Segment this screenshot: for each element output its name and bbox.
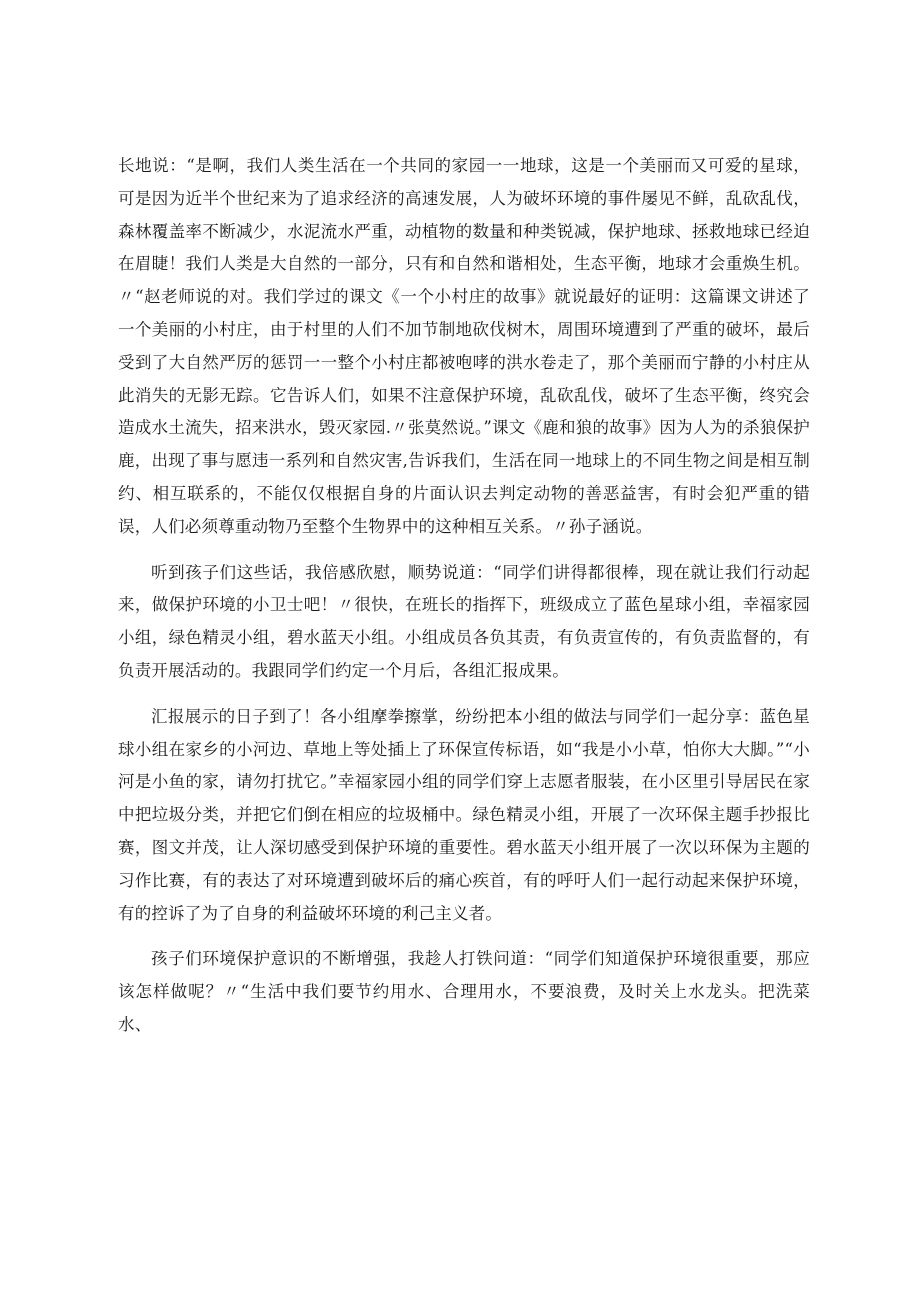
paragraph-teacher-response: 听到孩子们这些话，我倍感欣慰，顺势说道：“同学们讲得都很棒，现在就让我们行动起来，做保护环境的小卫士吧！〃很快，在班长的指挥下，班级成立了蓝色星球小组，幸福家园小组，绿色精灵小组，碧水蓝天小组。小组成员各负其责，有负责宣传的，有负责监督的，有负责开展活动的。我跟同学们约定一个月后，各组汇报成果。 [118,562,810,680]
paragraph-group-report: 汇报展示的日子到了！各小组摩拳擦掌，纷纷把本小组的做法与同学们一起分享：蓝色星球小组在家乡的小河边、草地上等处插上了环保宣传标语，如“我是小小草，怕你大大脚。”“小河是小鱼的家，请勿打扰它。”幸福家园小组的同学们穿上志愿者服装，在小区里引导居民在家中把垃圾分类，并把它们倒在相应的垃圾桶中。绿色精灵小组，开展了一次环保主题手抄报比赛，图文并茂，让人深切感受到保护环境的重要性。碧水蓝天小组开展了一次以环保为主题的习作比赛，有的表达了对环境遭到破坏后的痛心疾首，有的呼吁人们一起行动起来保护环境，有的控诉了为了自身的利益破坏环境的利己主义者。 [118,706,810,923]
document-page [118,150,810,1042]
paragraph-awareness: 孩子们环境保护意识的不断增强，我趁人打铁问道：“同学们知道保护环境很重要，那应该怎样做呢？〃“生活中我们要节约用水、合理用水，不要浪费，及时关上水龙头。把洗菜水、 [118,949,810,1034]
paragraph-continuation: 长地说：“是啊，我们人类生活在一个共同的家园一一地球，这是一个美丽而又可爱的星球，可是因为近半个世纪来为了追求经济的高速发展，人为破坏环境的事件屡见不鲜，乱砍乱伐，森林覆盖率不断减少，水泥流水严重，动植物的数量和种类锐减，保护地球、拯救地球已经迫在眉睫！我们人类是大自然的一部分，只有和自然和谐相处，生态平衡，地球才会重焕生机。〃“赵老师说的对。我们学过的课文《一个小村庄的故事》就说最好的证明：这篇课文讲述了一个美丽的小村庄，由于村里的人们不加节制地砍伐树木，周围环境遭到了严重的破坏，最后受到了大自然严厉的惩罚一一整个小村庄都被咆哮的洪水卷走了，那个美丽而宁静的小村庄从此消失的无影无踪。它告诉人们，如果不注意保护环境，乱砍乱伐，破坏了生态平衡，终究会造成水土流失，招来洪水，毁灭家园.〃张莫然说。”课文《鹿和狼的故事》因为人为的杀狼保护鹿，出现了事与愿违一系列和自然灾害,告诉我们，生活在同一地球上的不同生物之间是相互制约、相互联系的，不能仅仅根据自身的片面认识去判定动物的善恶益害，有时会犯严重的错误，人们必须尊重动物乃至整个生物界中的这种相互关系。〃孙子涵说。 [118,156,810,536]
